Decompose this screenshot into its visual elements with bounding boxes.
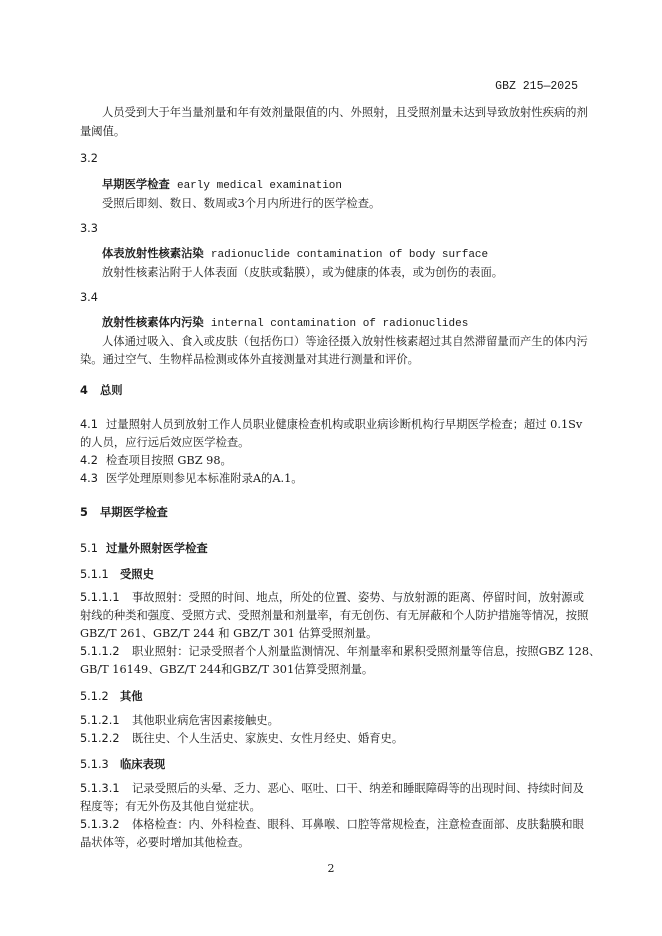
term-number: 3.3: [80, 222, 98, 235]
term-en: early medical examination: [176, 180, 343, 192]
section-heading: [80, 384, 123, 398]
clause-text: 记录受照后的头晕、乏力、恶心、呕吐、口干、纳差和睡眠障碍等的出现时间、持续时间及: [132, 782, 584, 795]
section-number: 5: [80, 506, 88, 519]
clause: [80, 472, 303, 486]
term-number: 3.2: [80, 152, 98, 165]
clause-number: 5.1.1.2: [80, 645, 120, 658]
clause-text: 的人员，应行远后效应医学检查。: [80, 436, 250, 449]
subsection-heading: [80, 758, 165, 772]
term-en: radionuclide contamination of body surface: [210, 249, 489, 261]
clause-text: 事故照射：受照的时间、地点，所处的位置、姿势、与放射源的距离、停留时间，放射源或: [132, 591, 584, 604]
clause-number: 4.1: [80, 418, 98, 431]
clause-text: 其他职业病危害因素接触史。: [132, 714, 279, 727]
clause-text: 晶状体等，必要时增加其他检查。: [80, 836, 250, 849]
definition-text: 量阈值。: [80, 125, 126, 138]
term-title: [102, 316, 468, 331]
clause-text: 体格检查：内、外科检查、眼科、耳鼻喉、口腔等常规检查，注意检查面部、皮肤黏膜和眼: [132, 818, 584, 831]
clause-text: 程度等；有无外伤及其他自觉症状。: [80, 800, 261, 813]
document-id-header: GBZ 215—2025: [495, 80, 578, 93]
clause-text: 医学处理原则参见本标准附录A的A.1。: [106, 472, 303, 485]
subsection-number: 5.1.1: [80, 568, 109, 581]
clause: [80, 782, 584, 796]
clause-number: 5.1.3.2: [80, 818, 120, 831]
section-title: 早期医学检查: [100, 506, 168, 519]
clause-text: 过量照射人员到放射工作人员职业健康检查机构或职业病诊断机构行早期医学检查；超过 0.1Sv: [106, 418, 583, 431]
term-cn: 放射性核素体内污染: [102, 316, 204, 329]
term-title: [102, 247, 488, 262]
term-definition: 染。通过空气、生物样品检测或体外直接测量对其进行测量和评价。: [80, 353, 419, 366]
clause-number: 5.1.1.1: [80, 591, 120, 604]
clause: [80, 818, 584, 832]
term-definition: 人体通过吸入、食入或皮肤（包括伤口）等途径摄入放射性核素超过其自然滞留量而产生的体内污: [102, 335, 588, 348]
clause-text: 射线的种类和强度、受照方式、受照剂量和剂量率，有无创伤、有无屏蔽和个人防护措施等情况，按照: [80, 609, 589, 622]
subsection-heading: [80, 690, 143, 704]
term-en: internal contamination of radionuclides: [210, 318, 469, 330]
subsection-number: 5.1.2: [80, 690, 109, 703]
clause-number: 4.2: [80, 454, 98, 467]
subsection-title: 受照史: [120, 568, 154, 581]
term-cn: 体表放射性核素沾染: [102, 247, 204, 260]
subsection-title: 临床表现: [120, 758, 166, 771]
clause: [80, 714, 279, 728]
term-definition: 放射性核素沾附于人体表面（皮肤或黏膜），或为健康的体表，或为创伤的表面。: [102, 266, 504, 279]
term-cn: 早期医学检查: [102, 178, 170, 191]
clause: [80, 454, 232, 468]
section-heading: [80, 506, 168, 520]
clause-text: 检查项目按照 GBZ 98。: [106, 454, 232, 467]
definition-text: 人员受到大于年当量剂量和年有效剂量限值的内、外照射，且受照剂量未达到导致放射性疾病的剂: [102, 106, 588, 119]
section-title: 总则: [100, 384, 123, 397]
subsection-heading: [80, 568, 154, 582]
term-number: 3.4: [80, 291, 98, 304]
subsection-number: 5.1.3: [80, 758, 109, 771]
clause-number: 5.1.2.2: [80, 732, 120, 745]
clause: [80, 418, 582, 432]
subsection-title: 其他: [120, 690, 143, 703]
term-title: [102, 178, 342, 193]
clause: [80, 591, 584, 605]
clause: [80, 732, 403, 746]
section-number: 4: [80, 384, 88, 397]
term-definition: 受照后即刻、数日、数周或3个月内所进行的医学检查。: [102, 197, 381, 210]
subsection-title: 过量外照射医学检查: [106, 542, 208, 555]
clause-number: 4.3: [80, 472, 98, 485]
clause-text: GBZ/T 261、GBZ/T 244 和 GBZ/T 301 估算受照剂量。: [80, 627, 378, 640]
clause-number: 5.1.3.1: [80, 782, 120, 795]
clause-number: 5.1.2.1: [80, 714, 120, 727]
subsection-number: 5.1: [80, 542, 98, 555]
subsection-heading: [80, 542, 208, 556]
page-number: 2: [327, 862, 335, 875]
clause-text: GB/T 16149、GBZ/T 244和GBZ/T 301估算受照剂量。: [80, 663, 374, 676]
clause-text: 职业照射：记录受照者个人剂量监测情况、年剂量率和累积受照剂量等信息，按照GBZ 128、: [132, 645, 601, 658]
clause: [80, 645, 600, 659]
clause-text: 既往史、个人生活史、家族史、女性月经史、婚育史。: [132, 732, 404, 745]
